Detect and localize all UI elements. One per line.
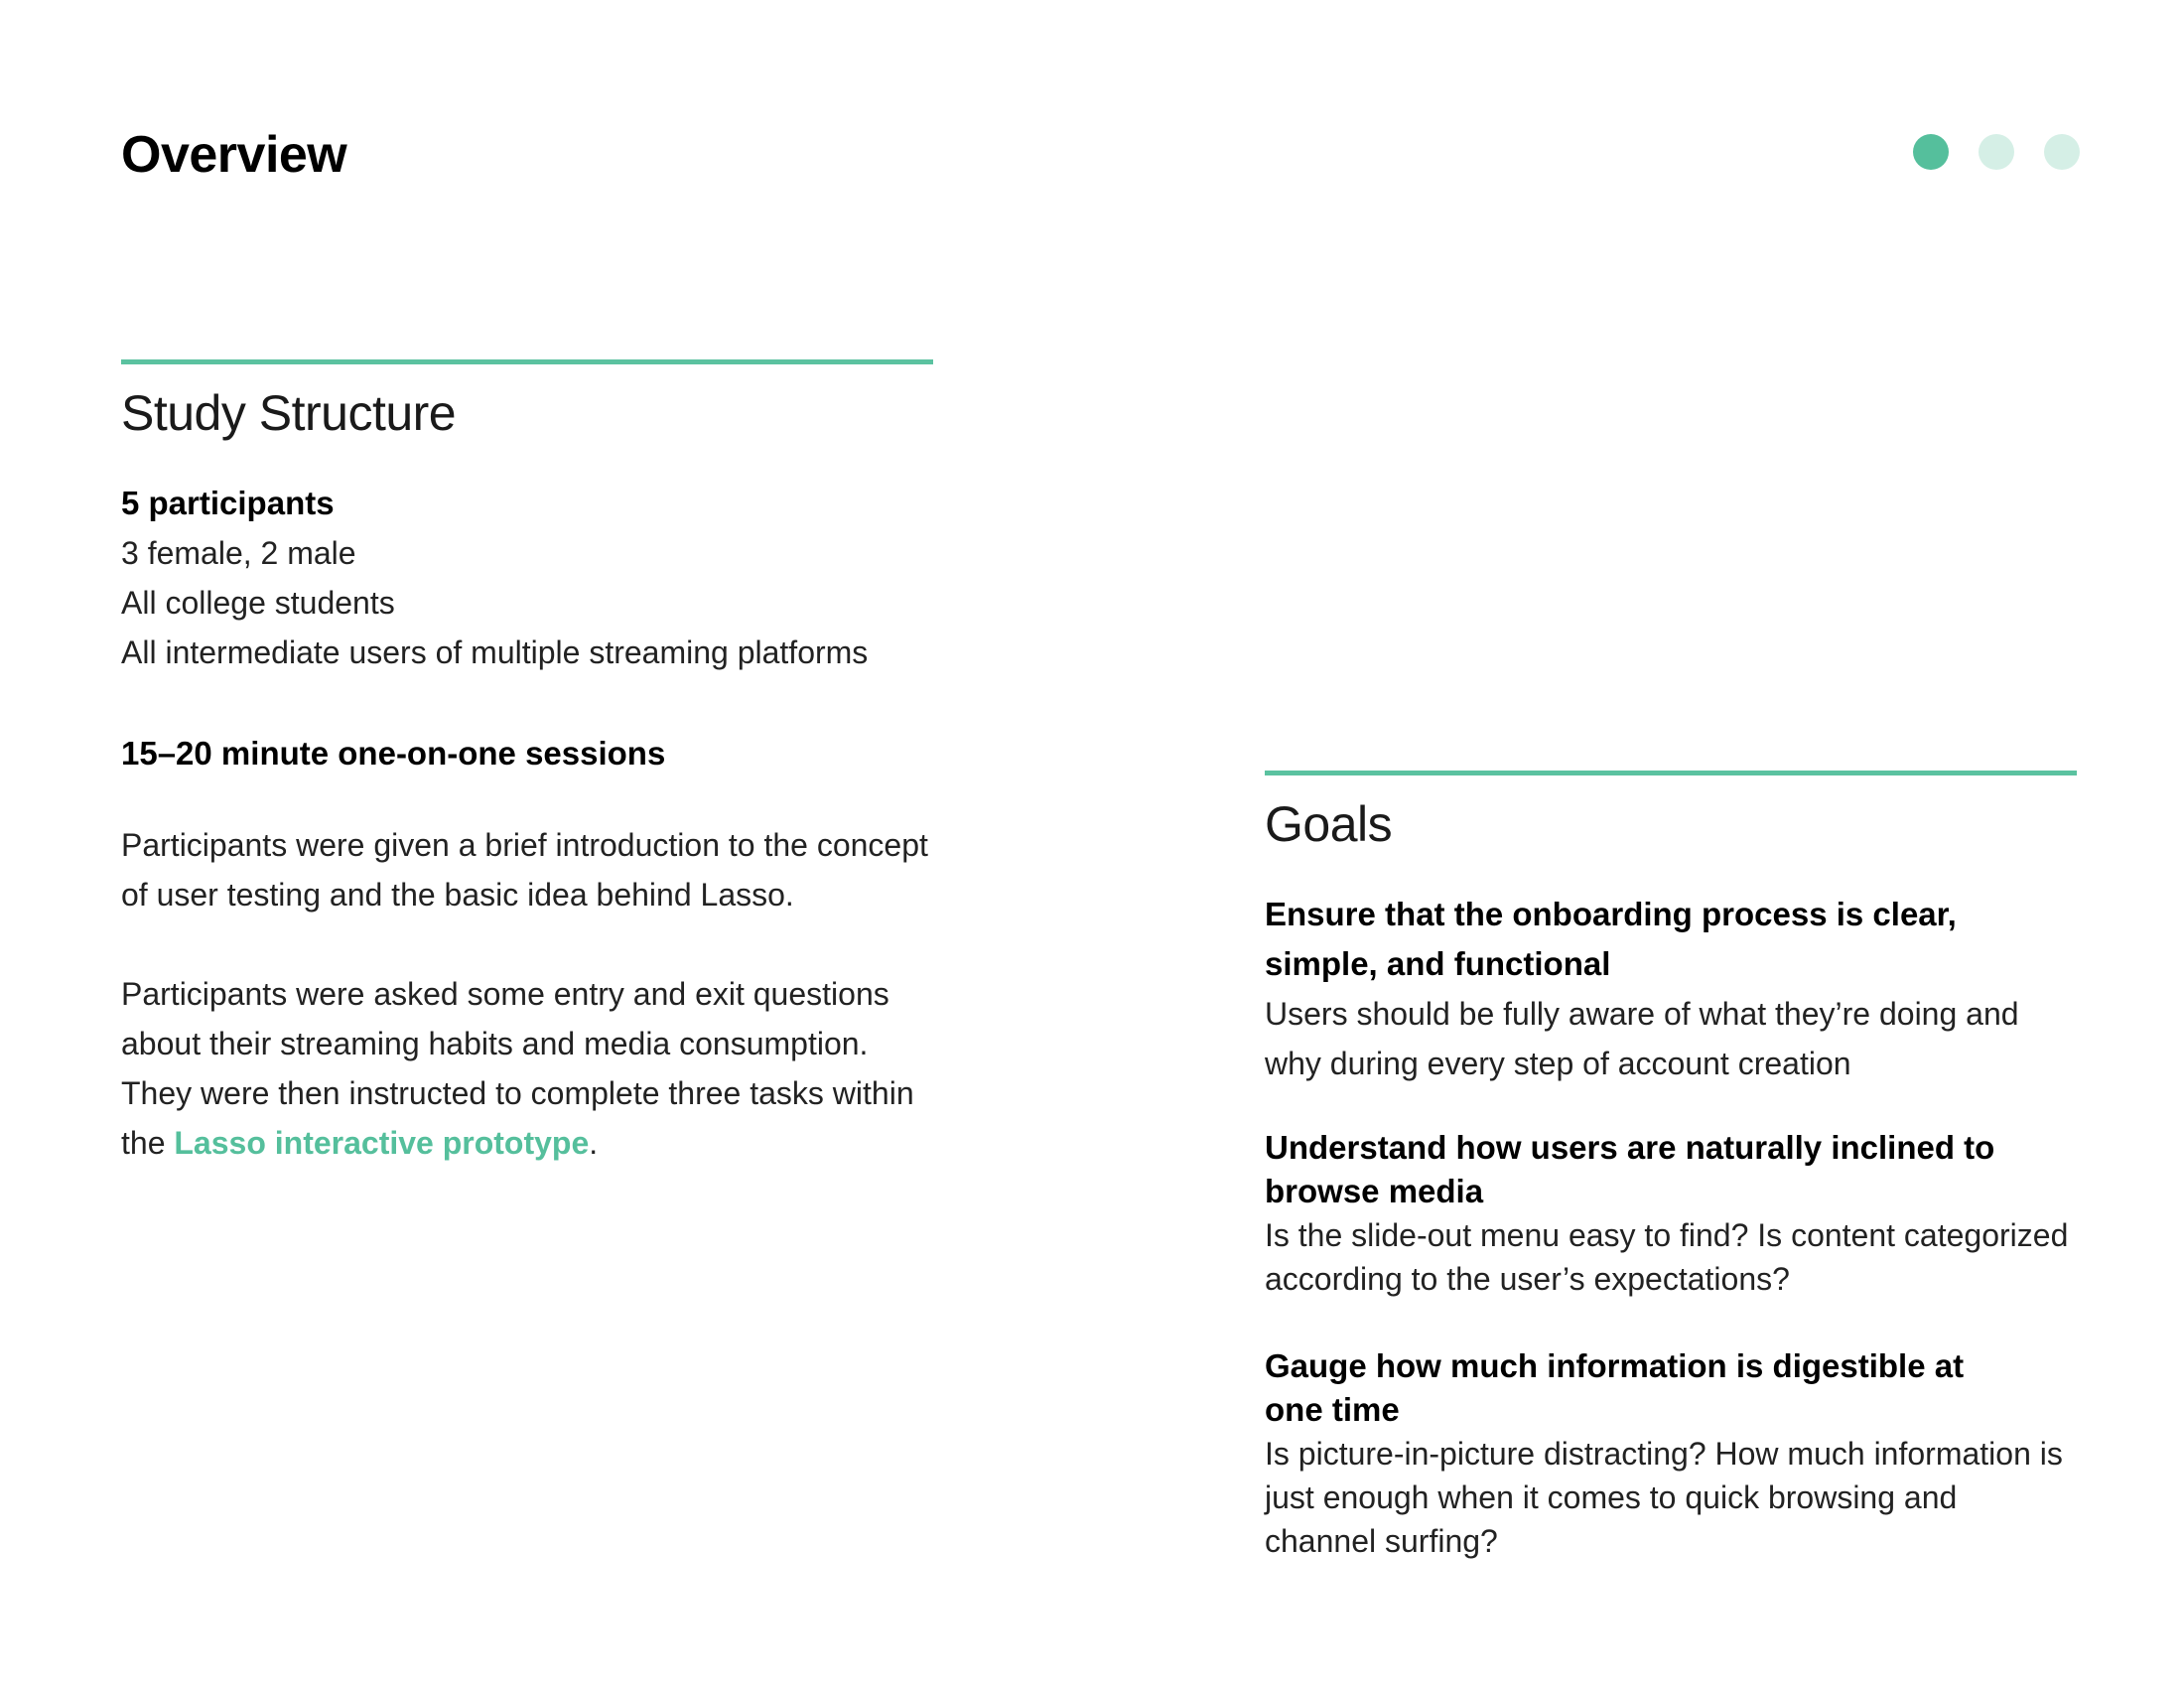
goals-section	[1265, 771, 2077, 1563]
page-dot-3[interactable]	[2044, 134, 2080, 170]
study-structure-section	[121, 359, 933, 1168]
participants-detail: All college students	[121, 585, 395, 621]
intro-paragraph: Participants were given a brief introduction to the concept of user testing and the basic idea behind Lasso.	[121, 827, 928, 913]
participants-detail: 3 female, 2 male	[121, 535, 356, 571]
tasks-paragraph-text: Participants were asked some entry and exit questions about their streaming habits and media consumption. They were then instructed to complete three tasks within the	[121, 976, 914, 1161]
study-structure-title: Study Structure	[121, 385, 457, 441]
section-divider	[1265, 771, 2077, 775]
goal-description: Is picture-in-picture distracting? How much information is just enough when it comes to quick browsing and channel surfing?	[1265, 1436, 2063, 1559]
goal-heading: Understand how users are naturally inclined to browse media	[1265, 1129, 1995, 1209]
goal-item	[1265, 1126, 2077, 1301]
goal-item	[1265, 890, 2077, 1088]
page-indicator	[1913, 134, 2080, 170]
goal-heading: Gauge how much information is digestible at one time	[1265, 1347, 1965, 1428]
page-dot-1[interactable]	[1913, 134, 1949, 170]
sessions-heading: 15–20 minute one-on-one sessions	[121, 735, 666, 772]
section-divider	[121, 359, 933, 364]
participants-block	[121, 479, 933, 677]
tasks-paragraph-end: .	[589, 1125, 599, 1161]
page-title: Overview	[121, 126, 347, 184]
goal-heading: Ensure that the onboarding process is clear, simple, and functional	[1265, 896, 1957, 982]
goals-title: Goals	[1265, 796, 1393, 852]
goal-description: Users should be fully aware of what they’re doing and why during every step of account creation	[1265, 996, 2019, 1081]
goal-description: Is the slide-out menu easy to find? Is content categorized according to the user’s expectations?	[1265, 1217, 2069, 1297]
goal-item	[1265, 1344, 2077, 1563]
tasks-paragraph	[121, 969, 933, 1168]
participants-detail: All intermediate users of multiple streaming platforms	[121, 634, 869, 670]
prototype-link[interactable]: Lasso interactive prototype	[174, 1125, 590, 1161]
page-dot-2[interactable]	[1979, 134, 2014, 170]
participants-heading: 5 participants	[121, 485, 335, 521]
